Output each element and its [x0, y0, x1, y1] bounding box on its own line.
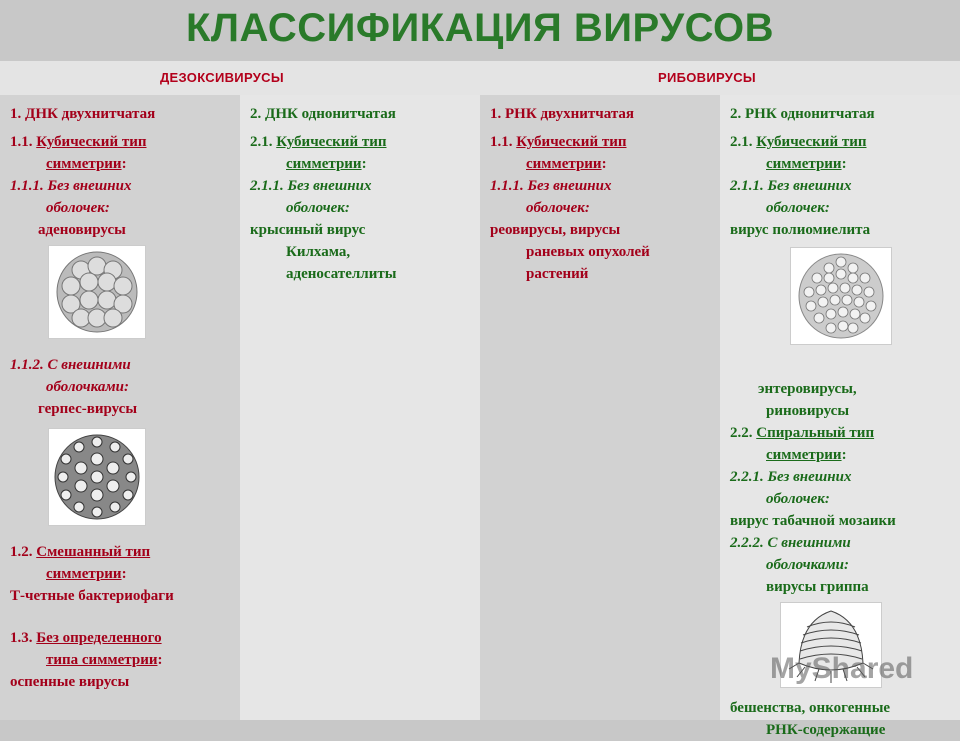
- virus-name: Килхама,: [286, 244, 351, 260]
- group-dna-label: ДЕЗОКСИВИРУСЫ: [160, 70, 284, 85]
- column-rna-double: [480, 95, 720, 720]
- symmetry-line-2: симметрии:: [526, 156, 607, 172]
- virus-name: бешенства, онкогенные: [730, 700, 891, 716]
- symmetry-line: 1.2. Смешанный тип: [10, 544, 151, 560]
- envelope-line: 2.1.1. Без внешних: [250, 178, 372, 194]
- virus-name: вирусы гриппа: [766, 579, 869, 595]
- symmetry-line-2: симметрии:: [46, 156, 127, 172]
- column-heading: 1. ДНК двухнитчатая: [10, 106, 156, 122]
- virus-name: аденосателлиты: [286, 266, 397, 282]
- column-dna-single: [240, 95, 480, 720]
- watermark: MyShared: [770, 652, 914, 685]
- virus-name: крысиный вирус: [250, 222, 366, 238]
- symmetry-line: 2.1. Кубический тип: [250, 134, 387, 150]
- virus-name: вирус полиомиелита: [730, 222, 871, 238]
- virus-name: растений: [526, 266, 589, 282]
- symmetry-line: 2.2. Спиральный тип: [730, 425, 875, 441]
- symmetry-line: 1.3. Без определенного: [10, 630, 162, 646]
- group-row: [0, 61, 960, 95]
- envelope-line: 1.1.1. Без внешних: [10, 178, 132, 194]
- envelope-line-2: оболочками:: [766, 557, 849, 573]
- page-title: КЛАССИФИКАЦИЯ ВИРУСОВ: [186, 6, 774, 50]
- symmetry-line-2: симметрии:: [766, 447, 847, 463]
- symmetry-line: 2.1. Кубический тип: [730, 134, 867, 150]
- virus-name: раневых опухолей: [526, 244, 650, 260]
- column-heading: 2. РНК однонитчатая: [730, 106, 875, 122]
- symmetry-line: 1.1. Кубический тип: [10, 134, 147, 150]
- column-rna-single: [720, 95, 960, 738]
- envelope-line-2: оболочек:: [526, 200, 590, 216]
- herpesvirus-image: [48, 428, 146, 526]
- virus-name: оспенные вирусы: [10, 674, 130, 690]
- virus-name: вирус табачной мозаики: [730, 513, 896, 529]
- poliovirus-image: [790, 247, 892, 345]
- symmetry-line-2: симметрии:: [766, 156, 847, 172]
- column-heading: 1. РНК двухнитчатая: [490, 106, 635, 122]
- envelope-line-2: оболочек:: [766, 491, 830, 507]
- symmetry-line-2: типа симметрии:: [46, 652, 163, 668]
- column-dna-double: [0, 95, 240, 720]
- symmetry-line-2: симметрии:: [46, 566, 127, 582]
- envelope-line: 2.2.1. Без внешних: [730, 469, 852, 485]
- envelope-line: 2.1.1. Без внешних: [730, 178, 852, 194]
- adenovirus-image: [48, 245, 146, 339]
- symmetry-line: 1.1. Кубический тип: [490, 134, 627, 150]
- group-rna-label: РИБОВИРУСЫ: [658, 70, 756, 85]
- virus-name: Т-четные бактериофаги: [10, 588, 174, 604]
- envelope-line: 1.1.1. Без внешних: [490, 178, 612, 194]
- title-bar: [0, 0, 960, 62]
- envelope-line-2: оболочками:: [46, 379, 129, 395]
- symmetry-line-2: симметрии:: [286, 156, 367, 172]
- virus-name: реовирусы, вирусы: [490, 222, 621, 238]
- column-heading: 2. ДНК однонитчатая: [250, 106, 396, 122]
- envelope-line: 1.1.2. С внешними: [10, 357, 131, 373]
- virus-name: энтеровирусы,: [758, 381, 857, 397]
- envelope-line: 2.2.2. С внешними: [730, 535, 851, 551]
- envelope-line-2: оболочек:: [766, 200, 830, 216]
- virus-name: риновирусы: [766, 403, 850, 419]
- virus-name: РНК-содержащие: [766, 722, 886, 738]
- envelope-line-2: оболочек:: [286, 200, 350, 216]
- envelope-line-2: оболочек:: [46, 200, 110, 216]
- virus-name: аденовирусы: [38, 222, 126, 238]
- virus-name: герпес-вирусы: [38, 401, 138, 417]
